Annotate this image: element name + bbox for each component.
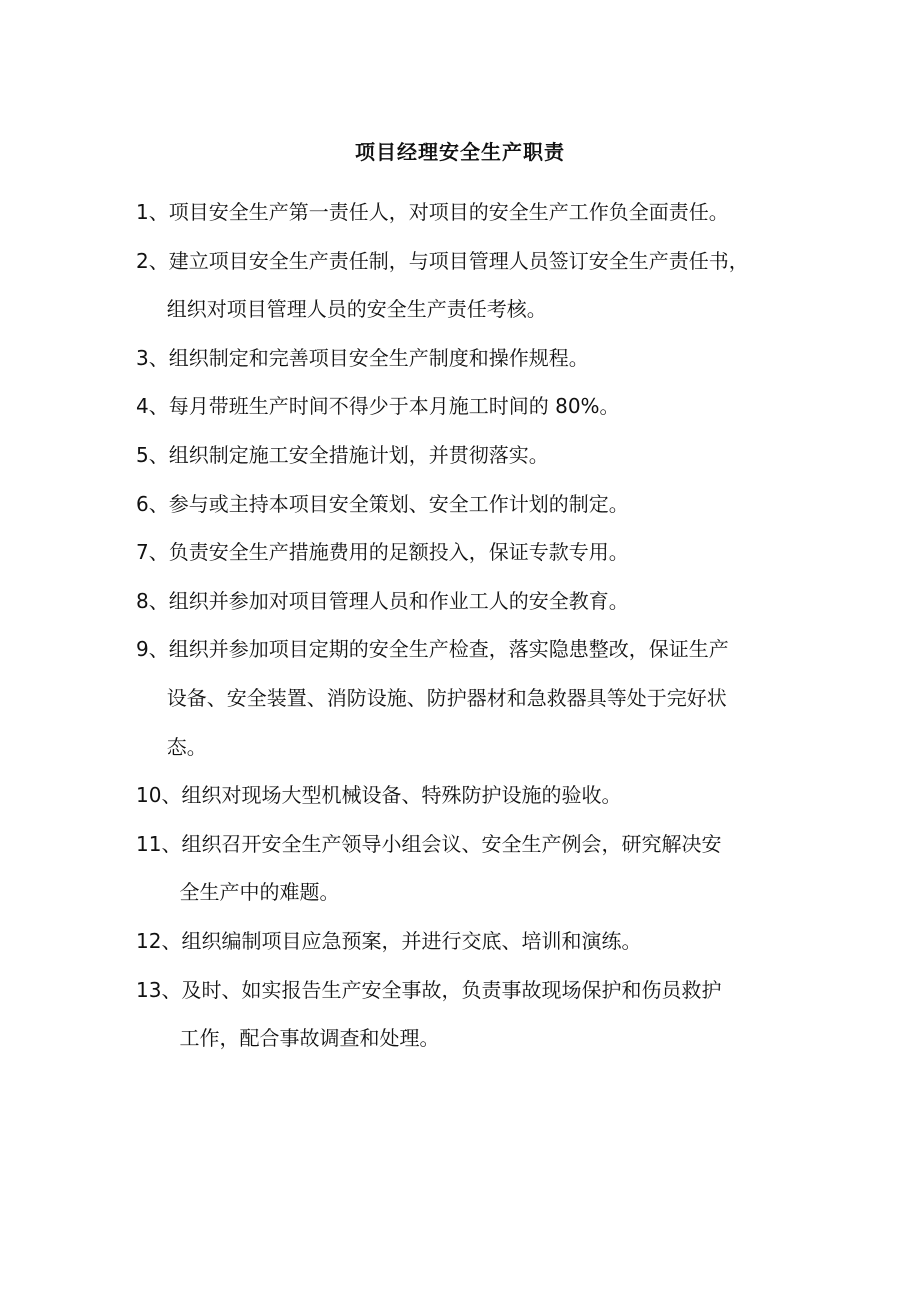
- item-text-continuation: 全生产中的难题。: [179, 880, 340, 905]
- item-text: 参与或主持本项目安全策划、安全工作计划的制定。: [168, 491, 629, 516]
- item-number: 12、: [136, 928, 182, 953]
- list-item: [136, 577, 836, 626]
- page-title: 项目经理安全生产职责: [355, 140, 565, 164]
- item-text: 负责安全生产措施费用的足额投入，保证专款专用。: [168, 540, 629, 565]
- item-number: 1、: [136, 200, 169, 224]
- list-item: [136, 528, 836, 577]
- list-item: [136, 480, 836, 529]
- item-text: 每月带班生产时间不得少于本月施工时间的 80%。: [168, 394, 620, 419]
- item-text: 组织制定和完善项目安全生产制度和操作规程。: [168, 345, 589, 370]
- item-text: 组织召开安全生产领导小组会议、安全生产例会，研究解决安: [181, 831, 722, 856]
- item-number: 10、: [136, 783, 182, 808]
- item-number: 2、: [136, 248, 169, 273]
- item-number: 7、: [136, 540, 169, 565]
- list-item: [136, 188, 836, 237]
- item-text: 组织并参加项目定期的安全生产检查，落实隐患整改，保证生产: [168, 637, 729, 662]
- item-number: 6、: [136, 491, 169, 516]
- item-text-continuation: 组织对项目管理人员的安全生产责任考核。: [166, 297, 547, 322]
- item-number: 11、: [136, 831, 182, 856]
- item-text-continuation: 工作，配合事故调查和处理。: [179, 1026, 440, 1051]
- list-item: [136, 431, 836, 480]
- item-text: 组织制定施工安全措施计划，并贯彻落实。: [168, 442, 549, 467]
- list-item: [136, 334, 836, 383]
- item-text: 组织编制项目应急预案，并进行交底、培训和演练。: [181, 928, 642, 953]
- item-number: 5、: [136, 442, 169, 467]
- item-number: 3、: [136, 345, 169, 370]
- list-item: [136, 917, 836, 966]
- item-text: 组织对现场大型机械设备、特殊防护设施的验收。: [181, 783, 622, 808]
- list-item: [136, 237, 836, 334]
- item-number: 4、: [136, 394, 169, 419]
- item-text-continuation: 设备、安全装置、消防设施、防护器材和急救器具等处于完好状: [166, 685, 727, 710]
- item-text: 组织并参加对项目管理人员和作业工人的安全教育。: [168, 588, 629, 613]
- item-text: 项目安全生产第一责任人，对项目的安全生产工作负全面责任。: [168, 200, 729, 224]
- item-text: 及时、如实报告生产安全事故，负责事故现场保护和伤员救护: [181, 977, 722, 1002]
- duty-list: [136, 188, 836, 1063]
- item-text: 建立项目安全生产责任制，与项目管理人员签订安全生产责任书，: [168, 248, 749, 273]
- item-text-continuation: 态。: [166, 734, 207, 759]
- item-number: 8、: [136, 588, 169, 613]
- item-number: 9、: [136, 637, 169, 662]
- list-item: [136, 382, 836, 431]
- list-item: [136, 966, 836, 1063]
- list-item: [136, 820, 836, 917]
- list-item: [136, 771, 836, 820]
- list-item: [136, 625, 836, 771]
- item-number: 13、: [136, 977, 182, 1002]
